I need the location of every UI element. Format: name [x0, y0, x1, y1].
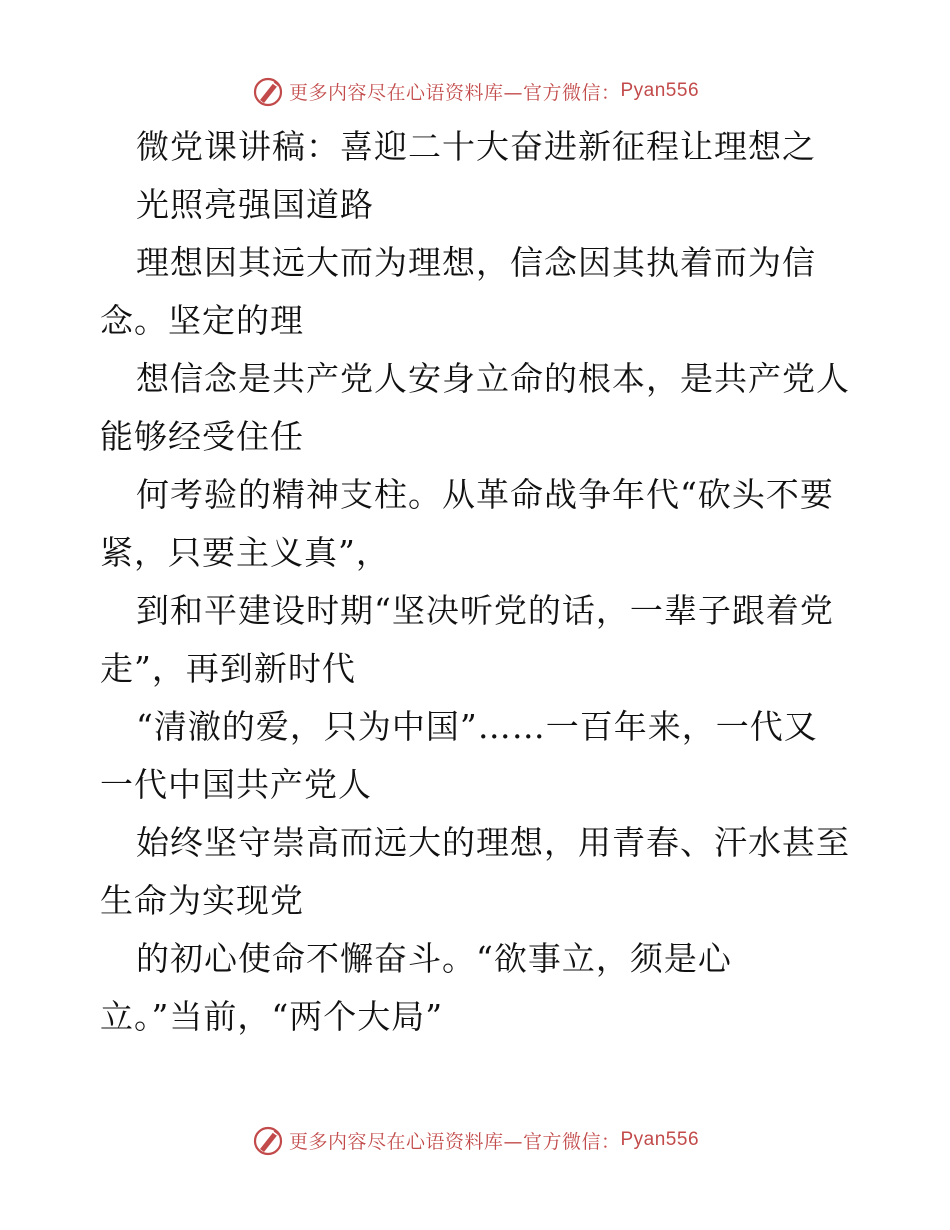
watermark-text: 更多内容尽在心语资料库—官方微信： [288, 1130, 621, 1153]
text-line: 立。”当前，“两个大局” [100, 997, 444, 1036]
text-line: 始终坚守崇高而远大的理想，用青春、汗水甚至 [136, 823, 850, 862]
text-line: 的初心使命不懈奋斗。“欲事立，须是心 [136, 939, 732, 978]
text-line: 走”，再到新时代 [100, 649, 356, 688]
text-line: 生命为实现党 [100, 881, 304, 920]
quill-logo-icon [251, 1123, 285, 1157]
text-line: 能够经受住任 [100, 417, 304, 456]
text-line: 到和平建设时期“坚决听党的话，一辈子跟着党 [136, 591, 834, 630]
footer-watermark [0, 1120, 950, 1160]
text-line: 一代中国共产党人 [100, 765, 372, 804]
document-body [100, 118, 855, 1046]
quill-logo-icon [251, 74, 285, 108]
text-line: 紧，只要主义真”， [100, 533, 390, 572]
text-line: “清澈的爱，只为中国”……一百年来，一代又 [136, 707, 818, 746]
header-watermark [0, 71, 950, 111]
watermark-wechat-id: Pyan556 [620, 1129, 700, 1150]
text-line: 理想因其远大而为理想，信念因其执着而为信 [136, 243, 816, 282]
watermark-wechat-id: Pyan556 [620, 80, 700, 101]
text-line: 念。坚定的理 [100, 301, 304, 340]
title-line-2: 光照亮强国道路 [136, 185, 374, 224]
text-line: 想信念是共产党人安身立命的根本，是共产党人 [136, 359, 850, 398]
text-line: 何考验的精神支柱。从革命战争年代“砍头不要 [136, 475, 834, 514]
watermark-text: 更多内容尽在心语资料库—官方微信： [288, 81, 621, 104]
title-line-1: 微党课讲稿：喜迎二十大奋进新征程让理想之 [136, 127, 816, 166]
